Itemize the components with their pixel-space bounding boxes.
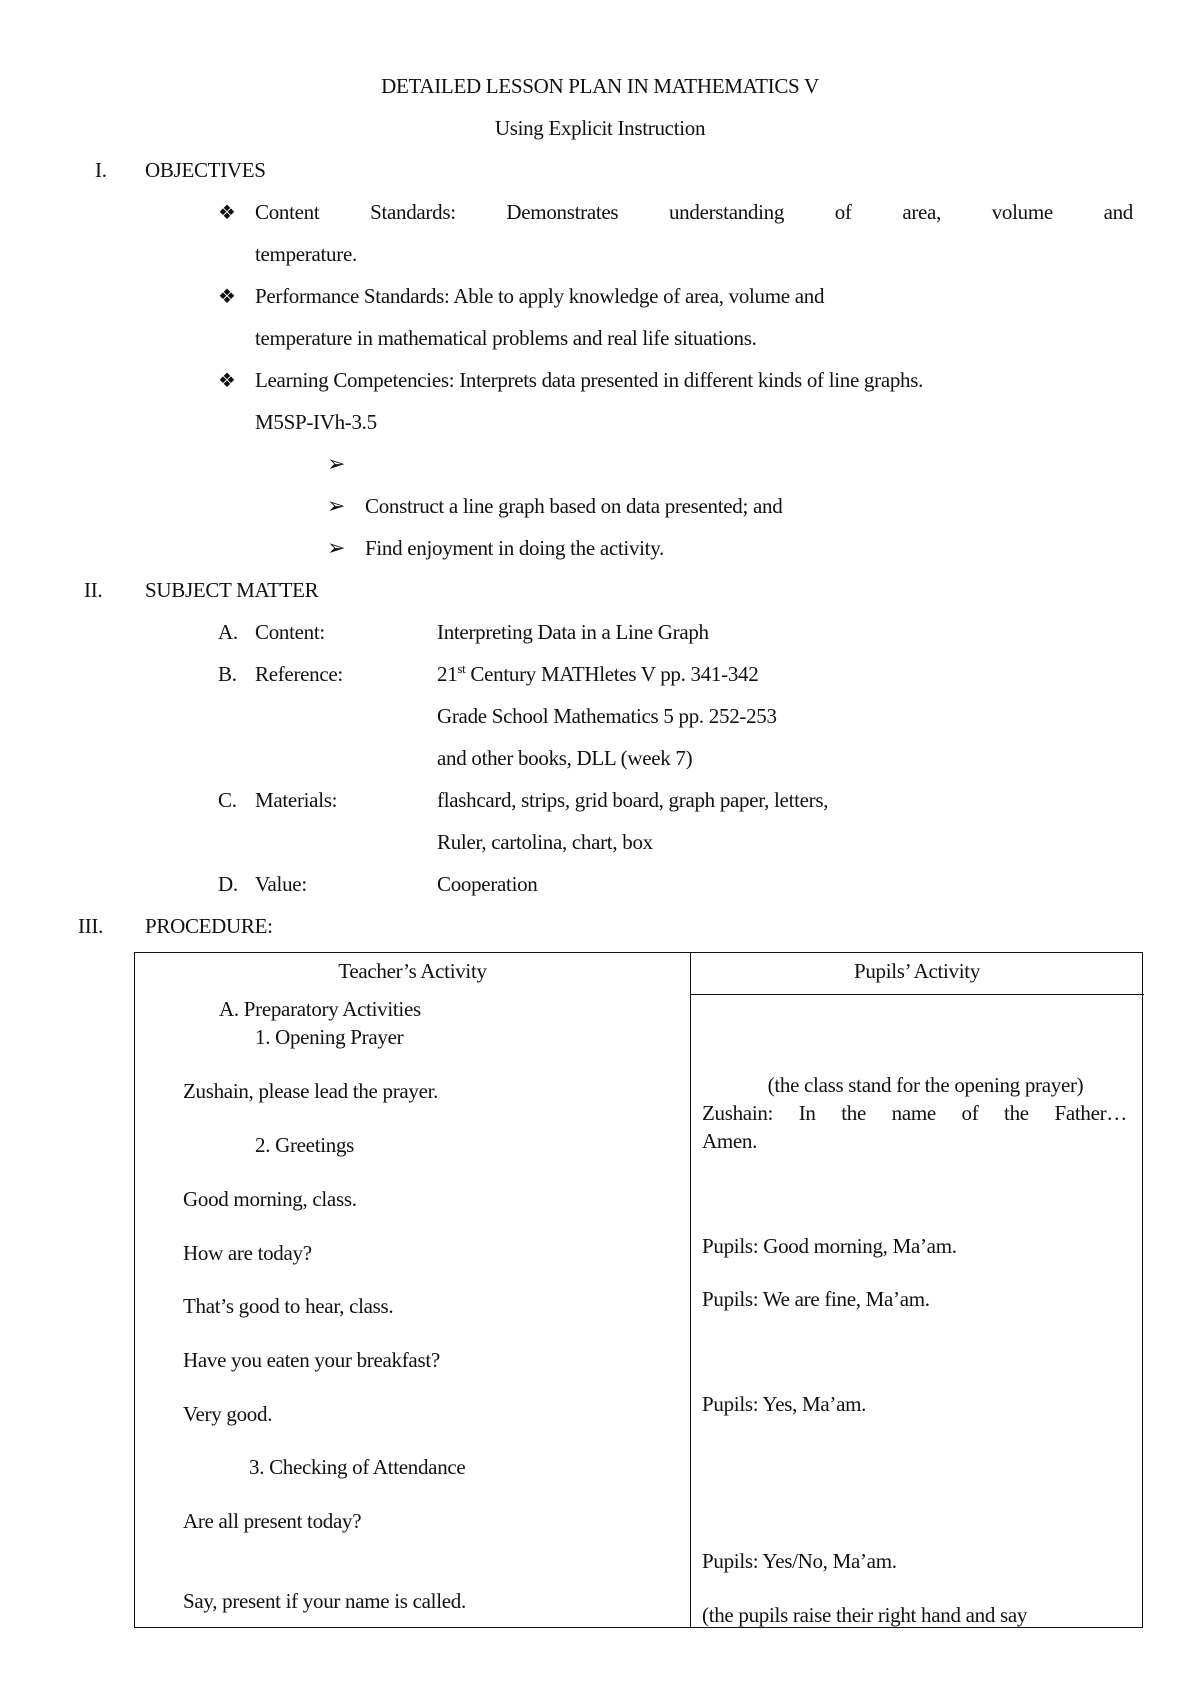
document-title: DETAILED LESSON PLAN IN MATHEMATICS V — [381, 74, 819, 98]
value-letter: D. — [218, 872, 238, 896]
teacher-say-present: Say, present if your name is called. — [183, 1589, 466, 1613]
pupils-zushain-line2: Amen. — [702, 1129, 758, 1153]
document-subtitle: Using Explicit Instruction — [494, 116, 706, 140]
pupils-good-morning: Pupils: Good morning, Ma’am. — [702, 1234, 957, 1258]
sub-objective-2: Construct a line graph based on data presented; and — [365, 494, 783, 518]
opening-prayer-heading: 1. Opening Prayer — [255, 1025, 404, 1049]
materials-label: Materials: — [255, 788, 338, 812]
pupils-class-stand: (the class stand for the opening prayer) — [767, 1073, 1084, 1097]
diamond-bullet-icon: ❖ — [218, 370, 236, 392]
content-standards-line1: Content Standards: Demonstrates understanding of area, volume and — [255, 200, 1133, 224]
teacher-all-present: Are all present today? — [183, 1509, 362, 1533]
pupils-yes-no: Pupils: Yes/No, Ma’am. — [702, 1549, 897, 1573]
content-letter: A. — [218, 620, 238, 644]
reference-label: Reference: — [255, 662, 343, 686]
pupils-activity-header: Pupils’ Activity — [853, 959, 981, 983]
procedure-numeral: III. — [78, 914, 104, 938]
sub-objective-3: Find enjoyment in doing the activity. — [365, 536, 664, 560]
value-label: Value: — [255, 872, 307, 896]
content-value: Interpreting Data in a Line Graph — [437, 620, 709, 644]
performance-standards-line1: Performance Standards: Able to apply knowledge of area, volume and — [255, 284, 825, 308]
preparatory-activities-heading: A. Preparatory Activities — [219, 997, 421, 1021]
diamond-bullet-icon: ❖ — [218, 286, 236, 308]
materials-value-1: flashcard, strips, grid board, graph paper, letters, — [437, 788, 829, 812]
objectives-numeral: I. — [95, 158, 107, 182]
learning-competencies-line1: Learning Competencies: Interprets data presented in different kinds of line graphs. — [255, 368, 924, 392]
arrow-bullet-icon: ➢ — [327, 451, 346, 476]
header-rule — [690, 994, 1144, 995]
pupils-raise-hand: (the pupils raise their right hand and say — [702, 1603, 1028, 1627]
content-label: Content: — [255, 620, 325, 644]
procedure-title: PROCEDURE: — [145, 914, 273, 938]
procedure-table — [134, 952, 1143, 1628]
reference-value-2: Grade School Mathematics 5 pp. 252-253 — [437, 704, 777, 728]
reference-value-1: 21st Century MATHletes V pp. 341-342 — [437, 661, 759, 686]
teacher-good-morning: Good morning, class. — [183, 1187, 357, 1211]
pupils-fine: Pupils: We are fine, Ma’am. — [702, 1287, 930, 1311]
teacher-breakfast: Have you eaten your breakfast? — [183, 1348, 440, 1372]
arrow-bullet-icon: ➢ — [327, 493, 346, 518]
attendance-heading: 3. Checking of Attendance — [249, 1455, 466, 1479]
learning-competencies-line2: M5SP-IVh-3.5 — [255, 410, 377, 434]
teacher-thats-good: That’s good to hear, class. — [183, 1294, 394, 1318]
materials-value-2: Ruler, cartolina, chart, box — [437, 830, 653, 854]
objectives-title: OBJECTIVES — [145, 158, 266, 182]
value-value: Cooperation — [437, 872, 538, 896]
performance-standards-line2: temperature in mathematical problems and real life situations. — [255, 326, 757, 350]
teacher-very-good: Very good. — [183, 1402, 273, 1426]
content-standards-line2: temperature. — [255, 242, 357, 266]
subject-matter-numeral: II. — [84, 578, 103, 602]
greetings-heading: 2. Greetings — [255, 1133, 355, 1157]
pupils-zushain-line1: Zushain: In the name of the Father… — [702, 1101, 1127, 1125]
arrow-bullet-icon: ➢ — [327, 535, 346, 560]
pupils-yes: Pupils: Yes, Ma’am. — [702, 1392, 867, 1416]
teacher-prayer-line: Zushain, please lead the prayer. — [183, 1079, 439, 1103]
teacher-how-are: How are today? — [183, 1241, 312, 1265]
reference-letter: B. — [218, 662, 237, 686]
reference-value-3: and other books, DLL (week 7) — [437, 746, 693, 770]
teacher-activity-header: Teacher’s Activity — [338, 959, 487, 983]
column-divider — [690, 953, 691, 1627]
materials-letter: C. — [218, 788, 237, 812]
subject-matter-title: SUBJECT MATTER — [145, 578, 319, 602]
diamond-bullet-icon: ❖ — [218, 202, 236, 224]
